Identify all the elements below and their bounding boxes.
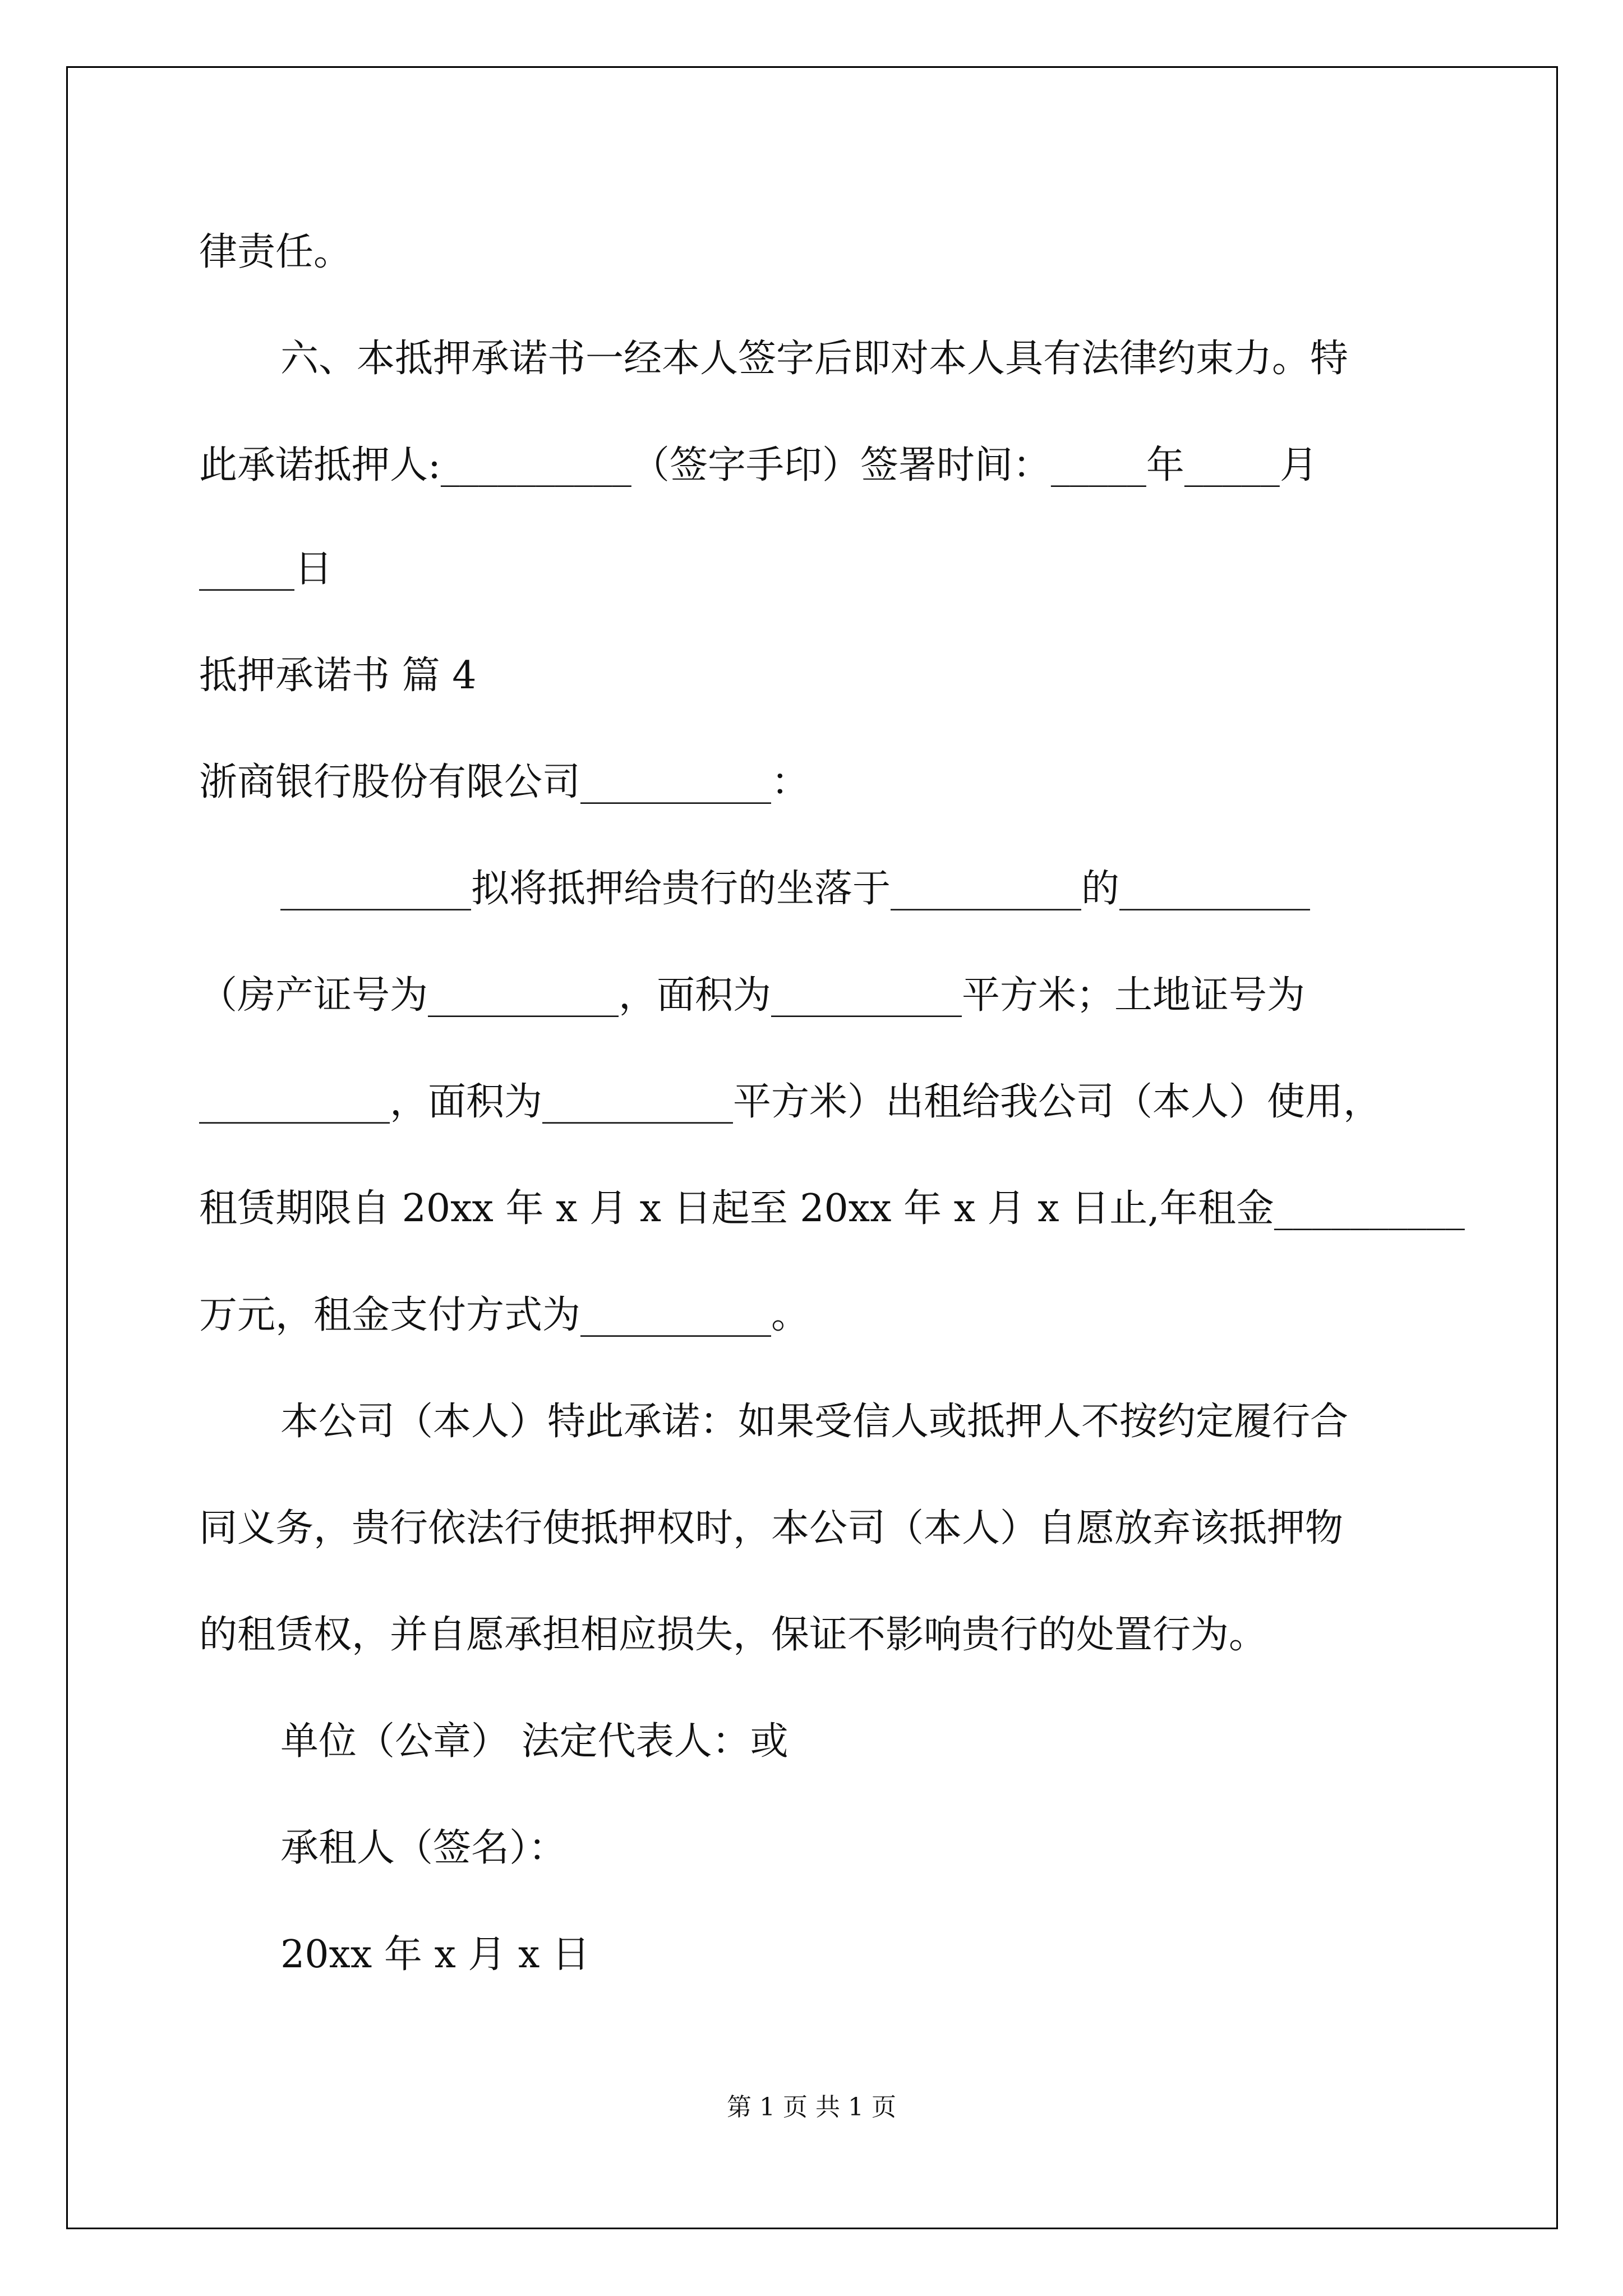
- body-line-1: __________拟将抵押给贵行的坐落于__________的__________: [280, 867, 1311, 911]
- page-border: [66, 66, 1558, 2229]
- body-line-5: 万元，租金支付方式为__________。: [199, 1293, 810, 1337]
- date-line: 20xx 年 x 月 x 日: [280, 1932, 591, 1977]
- lessee-line: 承租人（签名）：: [280, 1826, 567, 1870]
- text-line-1: 律责任。: [199, 230, 352, 274]
- seal-line: 单位（公章） 法定代表人：或: [280, 1719, 789, 1764]
- promise-line-1: 本公司（本人）特此承诺：如果受信人或抵押人不按约定履行合: [280, 1400, 1349, 1444]
- section-heading: 抵押承诺书 篇 4: [199, 654, 477, 698]
- promise-line-2: 同义务，贵行依法行使抵押权时，本公司（本人）自愿放弃该抵押物: [199, 1506, 1344, 1550]
- date-day-line: _____日: [199, 547, 333, 591]
- promise-line-3: 的租赁权，并自愿承担相应损失，保证不影响贵行的处置行为。: [199, 1613, 1267, 1657]
- body-line-4: 租赁期限自 20xx 年 x 月 x 日起至 20xx 年 x 月 x 日止,年租金__________: [199, 1186, 1465, 1231]
- body-line-3: __________，面积为__________平方米）出租给我公司（本人）使用，: [199, 1080, 1382, 1124]
- signature-line: 此承诺抵押人:__________（签字手印）签署时间：_____年_____月: [199, 443, 1318, 487]
- body-line-2: （房产证号为__________，面积为__________平方米；土地证号为: [199, 973, 1306, 1018]
- page-number-footer: 第 1 页 共 1 页: [727, 2093, 896, 2122]
- addressee-line: 浙商银行股份有限公司__________：: [199, 760, 810, 804]
- clause-six-line: 六、本抵押承诺书一经本人签字后即对本人具有法律约束力。特: [280, 337, 1349, 381]
